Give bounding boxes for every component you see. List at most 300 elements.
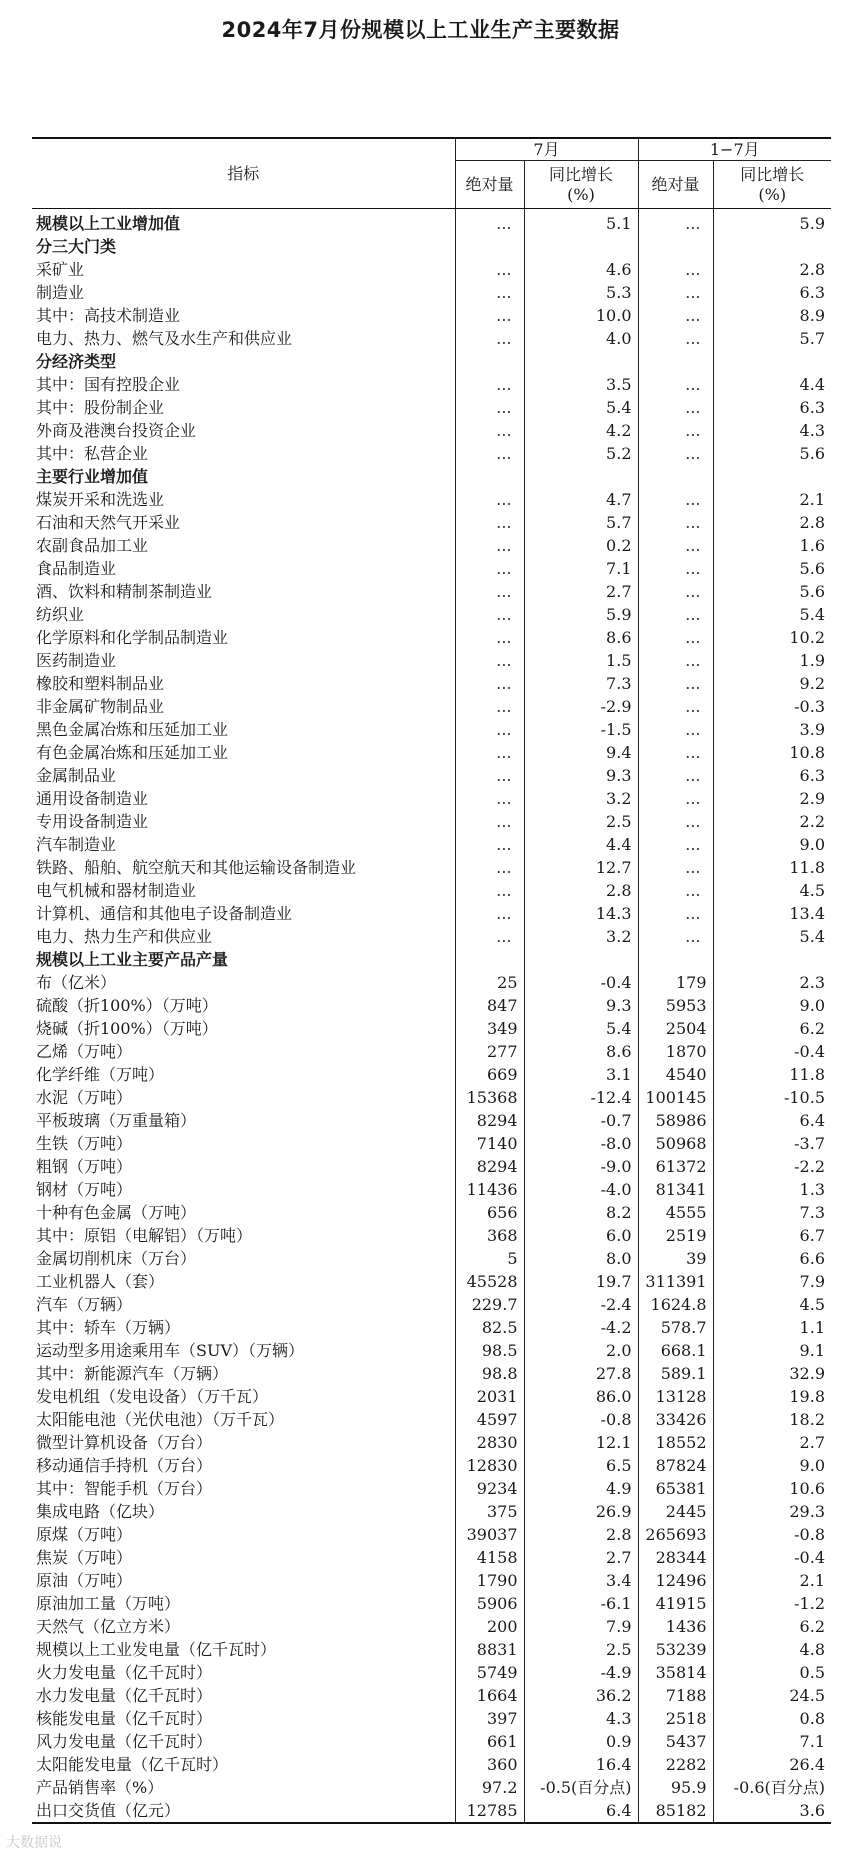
indicator-name: 乙烯（万吨） [36, 1042, 133, 1061]
absolute-july: 375 [455, 1500, 524, 1523]
yoy-growth-july: 3.4 [524, 1569, 638, 1592]
yoy-growth-jan-jul: 9.0 [713, 994, 831, 1017]
indicator-name: 出口交货值（亿元） [32, 1799, 455, 1823]
yoy-growth-july: 4.6 [524, 258, 638, 281]
absolute-july: 8831 [455, 1638, 524, 1661]
yoy-growth-july: 16.4 [524, 1753, 638, 1776]
table-row [32, 350, 831, 373]
indicator-name: 煤炭开采和洗选业 [36, 490, 165, 509]
table-row [32, 258, 831, 281]
indicator-name: 纺织业 [36, 605, 85, 624]
absolute-jan-jul: ... [638, 833, 713, 856]
indicator-name: 分经济类型 [36, 352, 117, 371]
absolute-july: ... [455, 787, 524, 810]
absolute-jan-jul: ... [638, 327, 713, 350]
absolute-jan-jul: 61372 [638, 1155, 713, 1178]
table-row [32, 649, 831, 672]
absolute-jan-jul: 2282 [638, 1753, 713, 1776]
absolute-july: 847 [455, 994, 524, 1017]
yoy-growth-jan-jul: 10.2 [713, 626, 831, 649]
table-row [32, 695, 831, 718]
table-header [32, 138, 831, 209]
yoy-growth-july: 6.5 [524, 1454, 638, 1477]
absolute-july: ... [455, 419, 524, 442]
yoy-growth-jan-jul: 24.5 [713, 1684, 831, 1707]
table-row [32, 281, 831, 304]
indicator-name: 食品制造业 [36, 559, 117, 578]
yoy-growth-jan-jul: 32.9 [713, 1362, 831, 1385]
yoy-growth-jan-jul: 10.6 [713, 1477, 831, 1500]
table-row [32, 1201, 831, 1224]
table-row [32, 235, 831, 258]
table-row [32, 971, 831, 994]
indicator-name: 原煤（万吨） [36, 1525, 133, 1544]
yoy-growth-july: -2.4 [524, 1293, 638, 1316]
period-jan-jul-header: 1−7月 [638, 138, 831, 161]
indicator-name: 十种有色金属（万吨） [36, 1203, 197, 1222]
absolute-jan-jul: 1436 [638, 1615, 713, 1638]
absolute-jan-jul: ... [638, 925, 713, 948]
table-row [32, 1408, 831, 1431]
yoy-growth-jan-jul: 6.3 [713, 281, 831, 304]
absolute-jan-jul: ... [638, 649, 713, 672]
absolute-july: 12785 [455, 1799, 524, 1823]
absolute-july: ... [455, 833, 524, 856]
table-row [32, 1615, 831, 1638]
absolute-july: 9234 [455, 1477, 524, 1500]
table-row [32, 1224, 831, 1247]
absolute-july: 2830 [455, 1431, 524, 1454]
table-row [32, 304, 831, 327]
table-row [32, 534, 831, 557]
yoy-growth-july: -4.0 [524, 1178, 638, 1201]
absolute-july: ... [455, 695, 524, 718]
table-row [32, 465, 831, 488]
yoy-header-july [524, 161, 638, 209]
absolute-jan-jul: ... [638, 304, 713, 327]
yoy-growth-jan-jul: 1.9 [713, 649, 831, 672]
yoy-growth-july: -0.7 [524, 1109, 638, 1132]
table-row [32, 419, 831, 442]
absolute-jan-jul: ... [638, 879, 713, 902]
indicator-name: 硫酸（折100%）（万吨） [36, 996, 218, 1015]
absolute-july: 669 [455, 1063, 524, 1086]
yoy-growth-july: 2.5 [524, 810, 638, 833]
absolute-jan-jul: 311391 [638, 1270, 713, 1293]
yoy-growth-july: 5.1 [524, 209, 638, 236]
absolute-jan-jul: 1870 [638, 1040, 713, 1063]
yoy-growth-jan-jul: 11.8 [713, 856, 831, 879]
table-row [32, 1040, 831, 1063]
yoy-growth-july: 5.4 [524, 1017, 638, 1040]
absolute-jan-jul: 28344 [638, 1546, 713, 1569]
yoy-growth-jan-jul: 6.3 [713, 764, 831, 787]
yoy-growth-jan-jul: 2.1 [713, 1569, 831, 1592]
indicator-name: 其中：智能手机（万台） [36, 1479, 213, 1498]
absolute-july: ... [455, 718, 524, 741]
table-row [32, 1454, 831, 1477]
yoy-growth-july: 0.9 [524, 1730, 638, 1753]
absolute-july [455, 235, 524, 258]
indicator-name: 石油和天然气开采业 [36, 513, 181, 532]
yoy-growth-july: 2.5 [524, 1638, 638, 1661]
absolute-july: 200 [455, 1615, 524, 1638]
absolute-july: ... [455, 580, 524, 603]
absolute-jan-jul: 5437 [638, 1730, 713, 1753]
yoy-growth-july: 12.1 [524, 1431, 638, 1454]
absolute-jan-jul: 58986 [638, 1109, 713, 1132]
yoy-growth-july: 9.3 [524, 764, 638, 787]
indicator-name: 核能发电量（亿千瓦时） [36, 1709, 213, 1728]
yoy-growth-jan-jul: 6.7 [713, 1224, 831, 1247]
indicator-name: 其中：国有控股企业 [36, 375, 181, 394]
absolute-july: ... [455, 511, 524, 534]
absolute-jan-jul: ... [638, 281, 713, 304]
indicator-name: 天然气（亿立方米） [36, 1617, 181, 1636]
yoy-growth-july: 4.2 [524, 419, 638, 442]
indicator-name: 其中：股份制企业 [36, 398, 165, 417]
yoy-growth-july [524, 465, 638, 488]
indicator-name: 其中：高技术制造业 [36, 306, 181, 325]
table-row [32, 1063, 831, 1086]
table-row [32, 1592, 831, 1615]
yoy-growth-jan-jul [713, 465, 831, 488]
absolute-july: ... [455, 649, 524, 672]
yoy-growth-jan-jul [713, 350, 831, 373]
absolute-jan-jul: ... [638, 718, 713, 741]
yoy-growth-july: 5.7 [524, 511, 638, 534]
absolute-july: 97.2 [455, 1776, 524, 1799]
yoy-growth-july: -0.5(百分点) [524, 1776, 638, 1799]
yoy-growth-july: 2.8 [524, 1523, 638, 1546]
indicator-name: 布（亿米） [36, 973, 117, 992]
table-row [32, 1017, 831, 1040]
yoy-growth-jan-jul: 5.7 [713, 327, 831, 350]
table-row [32, 1477, 831, 1500]
table-row [32, 856, 831, 879]
yoy-growth-jan-jul: 1.6 [713, 534, 831, 557]
yoy-growth-july: -4.9 [524, 1661, 638, 1684]
yoy-growth-jan-jul: 10.8 [713, 741, 831, 764]
absolute-jan-jul: ... [638, 787, 713, 810]
indicator-name: 其中：新能源汽车（万辆） [36, 1364, 229, 1383]
table-row [32, 1799, 831, 1823]
absolute-jan-jul: ... [638, 695, 713, 718]
indicator-name: 原油（万吨） [36, 1571, 133, 1590]
absolute-july: ... [455, 557, 524, 580]
absolute-july: 39037 [455, 1523, 524, 1546]
table-row [32, 1661, 831, 1684]
yoy-growth-july: 26.9 [524, 1500, 638, 1523]
yoy-growth-jan-jul: 0.5 [713, 1661, 831, 1684]
yoy-growth-jan-jul: 7.9 [713, 1270, 831, 1293]
table-row [32, 1753, 831, 1776]
absolute-july: ... [455, 672, 524, 695]
yoy-growth-jan-jul: 11.8 [713, 1063, 831, 1086]
yoy-growth-july: 5.2 [524, 442, 638, 465]
yoy-growth-jan-jul: -10.5 [713, 1086, 831, 1109]
indicator-name: 太阳能发电量（亿千瓦时） [36, 1755, 229, 1774]
yoy-growth-july: 8.6 [524, 626, 638, 649]
absolute-july: ... [455, 488, 524, 511]
yoy-growth-july: 5.4 [524, 396, 638, 419]
yoy-growth-jan-jul: 0.8 [713, 1707, 831, 1730]
absolute-jan-jul: ... [638, 626, 713, 649]
absolute-jan-jul: ... [638, 373, 713, 396]
yoy-growth-jan-jul: 5.4 [713, 603, 831, 626]
table-row [32, 626, 831, 649]
yoy-growth-jan-jul: 7.3 [713, 1201, 831, 1224]
absolute-july: 8294 [455, 1109, 524, 1132]
absolute-jan-jul: ... [638, 672, 713, 695]
absolute-july: ... [455, 810, 524, 833]
yoy-growth-july [524, 350, 638, 373]
yoy-growth-july: 2.8 [524, 879, 638, 902]
yoy-growth-jan-jul: 2.1 [713, 488, 831, 511]
absolute-july: 360 [455, 1753, 524, 1776]
yoy-growth-jan-jul: 6.3 [713, 396, 831, 419]
yoy-growth-jan-jul: 2.8 [713, 258, 831, 281]
table-row [32, 1776, 831, 1799]
table-row [32, 580, 831, 603]
yoy-growth-jan-jul: -0.4 [713, 1546, 831, 1569]
indicator-name: 酒、饮料和精制茶制造业 [36, 582, 213, 601]
absolute-july: ... [455, 327, 524, 350]
absolute-july [455, 350, 524, 373]
table-row [32, 833, 831, 856]
absolute-july: ... [455, 396, 524, 419]
table-row [32, 672, 831, 695]
absolute-july: 98.5 [455, 1339, 524, 1362]
yoy-growth-jan-jul: 5.9 [713, 209, 831, 236]
yoy-growth-july: 5.9 [524, 603, 638, 626]
indicator-name: 计算机、通信和其他电子设备制造业 [36, 904, 293, 923]
absolute-jan-jul: 5953 [638, 994, 713, 1017]
absolute-jan-jul [638, 948, 713, 971]
yoy-growth-jan-jul: -2.2 [713, 1155, 831, 1178]
indicator-name: 专用设备制造业 [36, 812, 149, 831]
yoy-growth-july: -12.4 [524, 1086, 638, 1109]
table-row [32, 1500, 831, 1523]
absolute-july: 8294 [455, 1155, 524, 1178]
absolute-jan-jul: 95.9 [638, 1776, 713, 1799]
absolute-july: 5906 [455, 1592, 524, 1615]
abs-header-july: 绝对量 [455, 161, 524, 209]
absolute-july: ... [455, 925, 524, 948]
absolute-jan-jul: 13128 [638, 1385, 713, 1408]
absolute-july: 277 [455, 1040, 524, 1063]
absolute-jan-jul: 81341 [638, 1178, 713, 1201]
yoy-growth-jan-jul: 1.3 [713, 1178, 831, 1201]
yoy-growth-jan-jul: -3.7 [713, 1132, 831, 1155]
absolute-jan-jul: ... [638, 442, 713, 465]
indicator-name: 风力发电量（亿千瓦时） [36, 1732, 213, 1751]
indicator-name: 集成电路（亿块） [36, 1502, 165, 1521]
yoy-growth-july: 12.7 [524, 856, 638, 879]
table-row [32, 1684, 831, 1707]
absolute-jan-jul: 18552 [638, 1431, 713, 1454]
indicator-name: 微型计算机设备（万台） [36, 1433, 213, 1452]
yoy-growth-july: 3.2 [524, 925, 638, 948]
absolute-jan-jul: ... [638, 764, 713, 787]
indicator-name: 烧碱（折100%）（万吨） [36, 1019, 218, 1038]
indicator-name: 焦炭（万吨） [36, 1548, 133, 1567]
absolute-jan-jul: 4555 [638, 1201, 713, 1224]
yoy-growth-july: 8.6 [524, 1040, 638, 1063]
indicator-name: 产品销售率（%） [36, 1778, 164, 1797]
yoy-growth-july: 6.4 [524, 1799, 638, 1823]
absolute-jan-jul: ... [638, 258, 713, 281]
yoy-growth-jan-jul: 26.4 [713, 1753, 831, 1776]
yoy-growth-jan-jul: 13.4 [713, 902, 831, 925]
indicator-name: 工业机器人（套） [36, 1272, 165, 1291]
absolute-jan-jul: 85182 [638, 1799, 713, 1823]
yoy-growth-jan-jul [713, 948, 831, 971]
absolute-july: ... [455, 741, 524, 764]
absolute-july: 15368 [455, 1086, 524, 1109]
absolute-jan-jul: 578.7 [638, 1316, 713, 1339]
absolute-july: ... [455, 209, 524, 236]
indicator-name: 金属制品业 [36, 766, 117, 785]
absolute-july: 4597 [455, 1408, 524, 1431]
yoy-growth-jan-jul: 4.8 [713, 1638, 831, 1661]
table-row [32, 1178, 831, 1201]
indicator-name: 火力发电量（亿千瓦时） [36, 1663, 213, 1682]
absolute-jan-jul: ... [638, 902, 713, 925]
indicator-name: 汽车（万辆） [36, 1295, 133, 1314]
indicator-name: 平板玻璃（万重量箱） [36, 1111, 197, 1130]
indicator-name: 水力发电量（亿千瓦时） [36, 1686, 213, 1705]
yoy-growth-jan-jul: 18.2 [713, 1408, 831, 1431]
yoy-growth-july: 27.8 [524, 1362, 638, 1385]
absolute-jan-jul: ... [638, 557, 713, 580]
yoy-growth-jan-jul: 4.5 [713, 879, 831, 902]
yoy-growth-july: 5.3 [524, 281, 638, 304]
absolute-jan-jul [638, 465, 713, 488]
yoy-growth-july: 8.0 [524, 1247, 638, 1270]
yoy-growth-jan-jul: 4.3 [713, 419, 831, 442]
absolute-jan-jul: 179 [638, 971, 713, 994]
yoy-growth-july: 86.0 [524, 1385, 638, 1408]
indicator-name: 规模以上工业主要产品产量 [36, 950, 229, 969]
table-row [32, 1730, 831, 1753]
yoy-growth-july: 3.5 [524, 373, 638, 396]
absolute-jan-jul: 41915 [638, 1592, 713, 1615]
table-row [32, 810, 831, 833]
absolute-july: ... [455, 879, 524, 902]
table-row [32, 1362, 831, 1385]
yoy-growth-july: 6.0 [524, 1224, 638, 1247]
table-row [32, 511, 831, 534]
indicator-name: 钢材（万吨） [36, 1180, 133, 1199]
yoy-growth-july: 4.3 [524, 1707, 638, 1730]
yoy-header-unit: (%) [567, 184, 595, 204]
abs-header-cumulative: 绝对量 [638, 161, 713, 209]
absolute-jan-jul: 589.1 [638, 1362, 713, 1385]
table-row [32, 718, 831, 741]
yoy-growth-july: 7.3 [524, 672, 638, 695]
table-row [32, 1293, 831, 1316]
absolute-july: ... [455, 902, 524, 925]
absolute-jan-jul: ... [638, 603, 713, 626]
yoy-growth-july: 7.9 [524, 1615, 638, 1638]
yoy-growth-jan-jul: 5.4 [713, 925, 831, 948]
yoy-growth-jan-jul: 8.9 [713, 304, 831, 327]
indicator-name: 医药制造业 [36, 651, 117, 670]
absolute-july: 4158 [455, 1546, 524, 1569]
absolute-july: 7140 [455, 1132, 524, 1155]
yoy-growth-july: -1.5 [524, 718, 638, 741]
absolute-jan-jul: 100145 [638, 1086, 713, 1109]
absolute-jan-jul: ... [638, 534, 713, 557]
yoy-growth-july [524, 948, 638, 971]
absolute-july: ... [455, 373, 524, 396]
yoy-growth-july: -2.9 [524, 695, 638, 718]
yoy-growth-july: 4.7 [524, 488, 638, 511]
indicator-name: 非金属矿物制品业 [36, 697, 165, 716]
absolute-july: 82.5 [455, 1316, 524, 1339]
absolute-jan-jul: 87824 [638, 1454, 713, 1477]
indicator-name: 发电机组（发电设备）（万千瓦） [36, 1387, 269, 1406]
yoy-growth-jan-jul [713, 235, 831, 258]
table-row [32, 741, 831, 764]
indicator-name: 规模以上工业增加值 [36, 214, 181, 233]
table-row [32, 1339, 831, 1362]
yoy-growth-july: 9.3 [524, 994, 638, 1017]
table-row [32, 902, 831, 925]
indicator-name: 其中：原铝（电解铝）（万吨） [36, 1226, 253, 1245]
table-row [32, 948, 831, 971]
indicator-name: 电气机械和器材制造业 [36, 881, 197, 900]
absolute-july: ... [455, 534, 524, 557]
indicator-name: 移动通信手持机（万台） [36, 1456, 213, 1475]
absolute-july: 229.7 [455, 1293, 524, 1316]
table-row [32, 373, 831, 396]
yoy-growth-july: 0.2 [524, 534, 638, 557]
yoy-growth-july: 8.2 [524, 1201, 638, 1224]
yoy-growth-jan-jul: -1.2 [713, 1592, 831, 1615]
absolute-july: ... [455, 764, 524, 787]
indicator-name: 有色金属冶炼和压延加工业 [36, 743, 229, 762]
yoy-growth-jan-jul: 9.0 [713, 833, 831, 856]
table-row [32, 1707, 831, 1730]
yoy-growth-jan-jul: 1.1 [713, 1316, 831, 1339]
absolute-jan-jul: 53239 [638, 1638, 713, 1661]
yoy-growth-july: 2.7 [524, 580, 638, 603]
indicator-name: 铁路、船舶、航空航天和其他运输设备制造业 [36, 858, 357, 877]
yoy-growth-july: 14.3 [524, 902, 638, 925]
yoy-growth-july: -8.0 [524, 1132, 638, 1155]
yoy-header-unit: (%) [758, 184, 787, 204]
indicator-name: 原油加工量（万吨） [36, 1594, 181, 1613]
indicator-name: 分三大门类 [36, 237, 117, 256]
table-row [32, 1247, 831, 1270]
absolute-jan-jul: ... [638, 856, 713, 879]
indicator-name: 电力、热力生产和供应业 [36, 927, 213, 946]
table-row [32, 1546, 831, 1569]
table-row [32, 1569, 831, 1592]
table-row [32, 1086, 831, 1109]
yoy-growth-july: -0.4 [524, 971, 638, 994]
yoy-growth-july: 7.1 [524, 557, 638, 580]
yoy-growth-jan-jul: 3.6 [713, 1799, 831, 1823]
yoy-growth-july: 1.5 [524, 649, 638, 672]
yoy-growth-jan-jul: 3.9 [713, 718, 831, 741]
absolute-jan-jul: ... [638, 488, 713, 511]
table-row [32, 1431, 831, 1454]
absolute-jan-jul: ... [638, 419, 713, 442]
absolute-july: ... [455, 603, 524, 626]
